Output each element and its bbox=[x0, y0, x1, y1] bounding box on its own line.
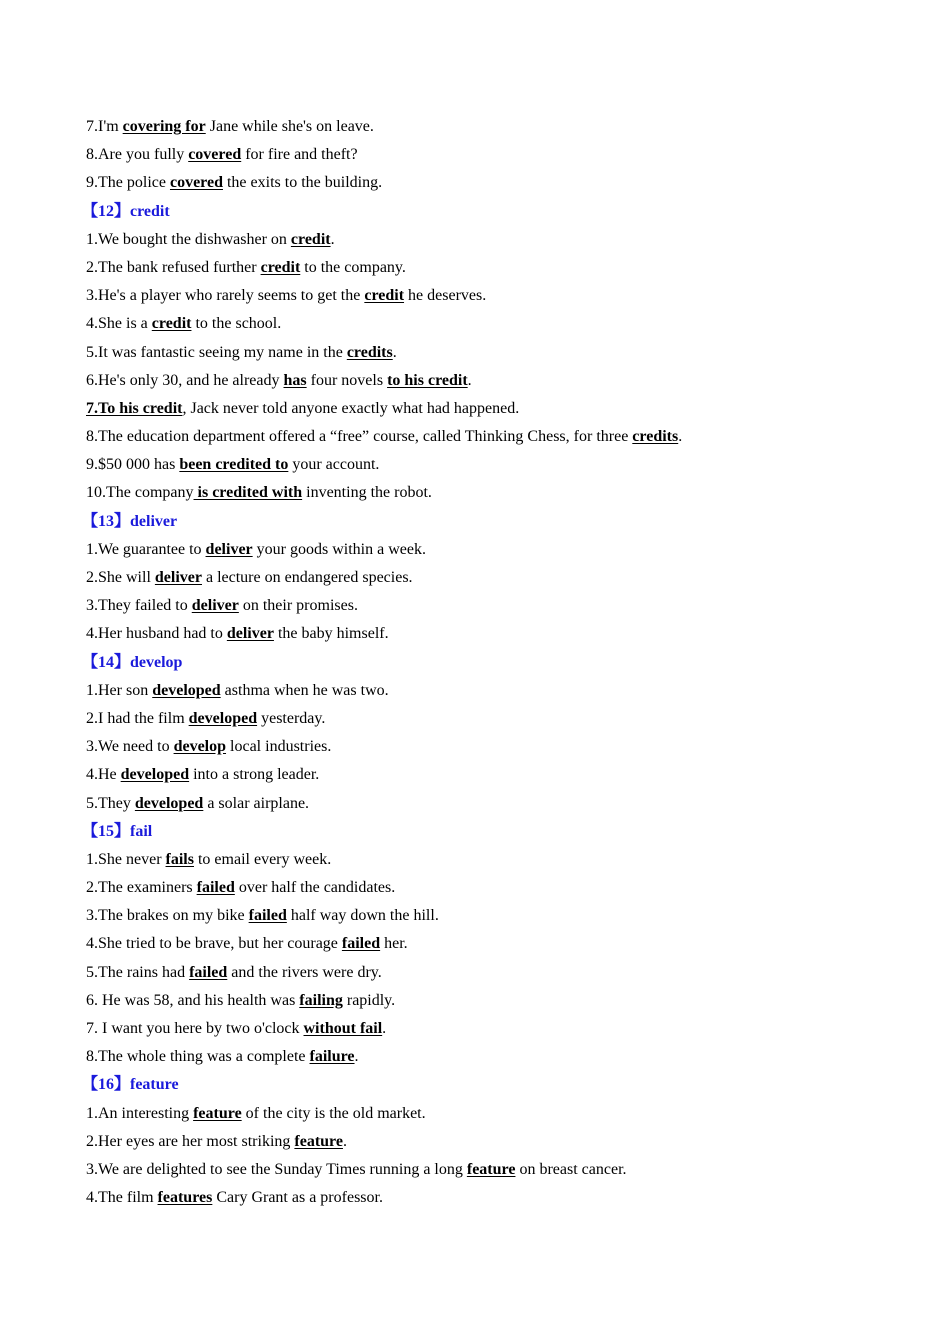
example-sentence bbox=[86, 620, 906, 648]
sentence-text: 4.The film bbox=[86, 1189, 158, 1207]
keyword: deliver bbox=[205, 540, 253, 558]
example-sentence bbox=[86, 930, 906, 958]
example-sentence bbox=[86, 367, 906, 395]
example-sentence bbox=[86, 451, 906, 479]
sentence-text: Jane while she's on leave. bbox=[205, 118, 374, 135]
keyword: developed bbox=[188, 709, 258, 727]
example-sentence bbox=[86, 846, 906, 874]
sentence-text: local industries. bbox=[226, 738, 332, 756]
sentence-text: . bbox=[678, 428, 683, 446]
sentence-text: for fire and theft? bbox=[241, 146, 358, 164]
sentence-text: 5.They bbox=[86, 794, 135, 812]
keyword: failing bbox=[299, 991, 343, 1009]
keyword: features bbox=[157, 1189, 213, 1207]
example-sentence bbox=[86, 169, 906, 197]
example-sentence bbox=[86, 423, 906, 451]
sentence-text: 4.He bbox=[86, 766, 121, 784]
example-sentence bbox=[86, 902, 906, 930]
keyword: credit bbox=[260, 258, 301, 276]
sentence-text: 3.He's a player who rarely seems to get the bbox=[86, 287, 365, 305]
sentence-text: 8.Are you fully bbox=[86, 146, 189, 164]
sentence-text: inventing the robot. bbox=[302, 484, 432, 502]
sentence-text: four novels bbox=[306, 371, 388, 389]
keyword: failed bbox=[196, 879, 235, 897]
sentence-text: 5.The rains had bbox=[86, 963, 190, 981]
sentence-text: 1.She never bbox=[86, 850, 166, 868]
example-sentence bbox=[86, 1128, 906, 1156]
heading-text: 【12】credit bbox=[82, 202, 170, 220]
keyword: credit bbox=[290, 230, 331, 248]
sentence-text: 1.We guarantee to bbox=[86, 540, 206, 558]
example-sentence bbox=[86, 790, 906, 818]
sentence-text: , Jack never told anyone exactly what had happened. bbox=[182, 399, 520, 417]
example-sentence bbox=[86, 310, 906, 338]
section-heading bbox=[82, 818, 906, 846]
sentence-text: and the rivers were dry. bbox=[227, 963, 382, 981]
sentence-text: over half the candidates. bbox=[234, 879, 396, 897]
example-sentence bbox=[86, 705, 906, 733]
heading-text: 【16】feature bbox=[82, 1076, 179, 1094]
sentence-text: rapidly. bbox=[342, 991, 396, 1009]
keyword: deliver bbox=[226, 625, 274, 643]
sentence-text: a lecture on endangered species. bbox=[201, 569, 413, 586]
example-sentence bbox=[86, 874, 906, 902]
sentence-text: 7.I'm bbox=[86, 118, 123, 135]
sentence-text: your goods within a week. bbox=[252, 540, 426, 558]
keyword: credits bbox=[346, 343, 393, 361]
sentence-text: into a strong leader. bbox=[189, 766, 320, 784]
section-heading bbox=[82, 649, 906, 677]
keyword: 7.To his credit bbox=[86, 399, 183, 417]
sentence-text: 8.The education department offered a “free” course, called Thinking Chess, for three bbox=[86, 428, 633, 446]
keyword: credit bbox=[151, 315, 192, 333]
sentence-text: to the company. bbox=[300, 258, 406, 276]
keyword: covered bbox=[188, 146, 242, 164]
example-sentence bbox=[86, 1043, 906, 1071]
example-sentence bbox=[86, 733, 906, 761]
sentence-text: . bbox=[330, 230, 335, 248]
sentence-text: 9.The police bbox=[86, 174, 170, 192]
sentence-text: half way down the hill. bbox=[286, 907, 439, 925]
section-heading bbox=[82, 508, 906, 536]
sentence-text: 6.He's only 30, and he already bbox=[86, 371, 284, 389]
sentence-text: . bbox=[342, 1132, 347, 1150]
keyword: is credited with bbox=[193, 484, 303, 502]
sentence-text: . bbox=[392, 343, 397, 361]
keyword: deliver bbox=[191, 597, 239, 615]
keyword: covered bbox=[169, 174, 223, 192]
heading-text: 【15】fail bbox=[82, 822, 153, 840]
sentence-text: of the city is the old market. bbox=[241, 1104, 426, 1122]
sentence-text: 2.She will bbox=[86, 569, 155, 586]
section-heading bbox=[82, 1071, 906, 1099]
keyword: has bbox=[283, 371, 307, 389]
sentence-text: 9.$50 000 has bbox=[86, 456, 180, 474]
sentence-text: 3.They failed to bbox=[86, 597, 192, 615]
sentence-text: . bbox=[354, 1048, 359, 1066]
sentence-text: 7. I want you here by two o'clock bbox=[86, 1020, 304, 1037]
sentence-text: the exits to the building. bbox=[222, 174, 383, 192]
keyword: failed bbox=[189, 963, 228, 981]
sentence-text: asthma when he was two. bbox=[220, 681, 389, 699]
example-sentence bbox=[86, 282, 906, 310]
sentence-text: a solar airplane. bbox=[203, 794, 310, 812]
example-sentence bbox=[86, 1100, 906, 1128]
keyword: failed bbox=[248, 907, 287, 925]
sentence-text: 1.An interesting bbox=[86, 1104, 194, 1122]
sentence-text: 3.We need to bbox=[86, 738, 174, 756]
example-sentence bbox=[86, 959, 906, 987]
keyword: to his credit bbox=[387, 371, 468, 389]
sentence-text: her. bbox=[380, 935, 408, 953]
keyword: feature bbox=[193, 1104, 242, 1122]
keyword: developed bbox=[134, 794, 204, 812]
sentence-text: 6. He was 58, and his health was bbox=[86, 991, 300, 1009]
section-heading bbox=[82, 198, 906, 226]
sentence-text: 3.We are delighted to see the Sunday Times running a long bbox=[86, 1160, 467, 1178]
example-sentence bbox=[86, 479, 906, 507]
sentence-text: 1.Her son bbox=[86, 681, 153, 699]
sentence-text: . bbox=[467, 371, 472, 389]
example-sentence bbox=[86, 254, 906, 282]
sentence-text: your account. bbox=[288, 456, 380, 474]
example-sentence bbox=[86, 226, 906, 254]
sentence-text: 10.The company bbox=[86, 484, 194, 502]
example-sentence bbox=[86, 339, 906, 367]
sentence-text: Cary Grant as a professor. bbox=[212, 1189, 383, 1207]
keyword: failed bbox=[341, 935, 381, 953]
keyword: developed bbox=[120, 766, 190, 784]
sentence-text: 1.We bought the dishwasher on bbox=[86, 230, 291, 248]
keyword: developed bbox=[152, 681, 221, 699]
example-sentence bbox=[86, 677, 906, 705]
sentence-text: 8.The whole thing was a complete bbox=[86, 1048, 310, 1066]
heading-text: 【13】deliver bbox=[82, 512, 178, 530]
example-sentence bbox=[86, 1184, 906, 1212]
sentence-text: 2.The bank refused further bbox=[86, 258, 261, 276]
keyword: develop bbox=[173, 738, 227, 756]
keyword: failure bbox=[309, 1048, 355, 1066]
sentence-text: 4.She is a bbox=[86, 315, 152, 333]
document-page bbox=[82, 113, 906, 1212]
keyword: feature bbox=[466, 1160, 516, 1178]
sentence-text: the baby himself. bbox=[273, 625, 389, 643]
example-sentence bbox=[86, 141, 906, 169]
keyword: been credited to bbox=[179, 456, 289, 474]
sentence-text: he deserves. bbox=[404, 287, 487, 305]
keyword: feature bbox=[294, 1132, 343, 1150]
heading-text: 【14】develop bbox=[82, 653, 183, 671]
sentence-text: on breast cancer. bbox=[515, 1160, 627, 1178]
sentence-text: 4.Her husband had to bbox=[86, 625, 227, 643]
keyword: deliver bbox=[154, 569, 202, 586]
example-sentence bbox=[86, 761, 906, 789]
example-sentence bbox=[86, 395, 906, 423]
sentence-text: 4.She tried to be brave, but her courage bbox=[86, 935, 342, 953]
sentence-text: 3.The brakes on my bike bbox=[86, 907, 249, 925]
example-sentence bbox=[86, 592, 906, 620]
example-sentence bbox=[86, 113, 906, 141]
example-sentence bbox=[86, 1015, 906, 1043]
sentence-text: to email every week. bbox=[193, 850, 332, 868]
sentence-text: on their promises. bbox=[238, 597, 358, 615]
keyword: without fail bbox=[303, 1020, 383, 1037]
sentence-text: 2.I had the film bbox=[86, 709, 189, 727]
example-sentence bbox=[86, 1156, 906, 1184]
example-sentence bbox=[86, 564, 906, 592]
sentence-text: yesterday. bbox=[257, 709, 326, 727]
keyword: credit bbox=[364, 287, 405, 305]
keyword: credits bbox=[632, 428, 679, 446]
example-sentence bbox=[86, 987, 906, 1015]
sentence-text: 5.It was fantastic seeing my name in the bbox=[86, 343, 347, 361]
sentence-text: 2.The examiners bbox=[86, 879, 197, 897]
keyword: covering for bbox=[122, 118, 206, 135]
sentence-text: to the school. bbox=[191, 315, 282, 333]
sentence-text: . bbox=[382, 1020, 387, 1037]
example-sentence bbox=[86, 536, 906, 564]
sentence-text: 2.Her eyes are her most striking bbox=[86, 1132, 295, 1150]
keyword: fails bbox=[165, 850, 194, 868]
